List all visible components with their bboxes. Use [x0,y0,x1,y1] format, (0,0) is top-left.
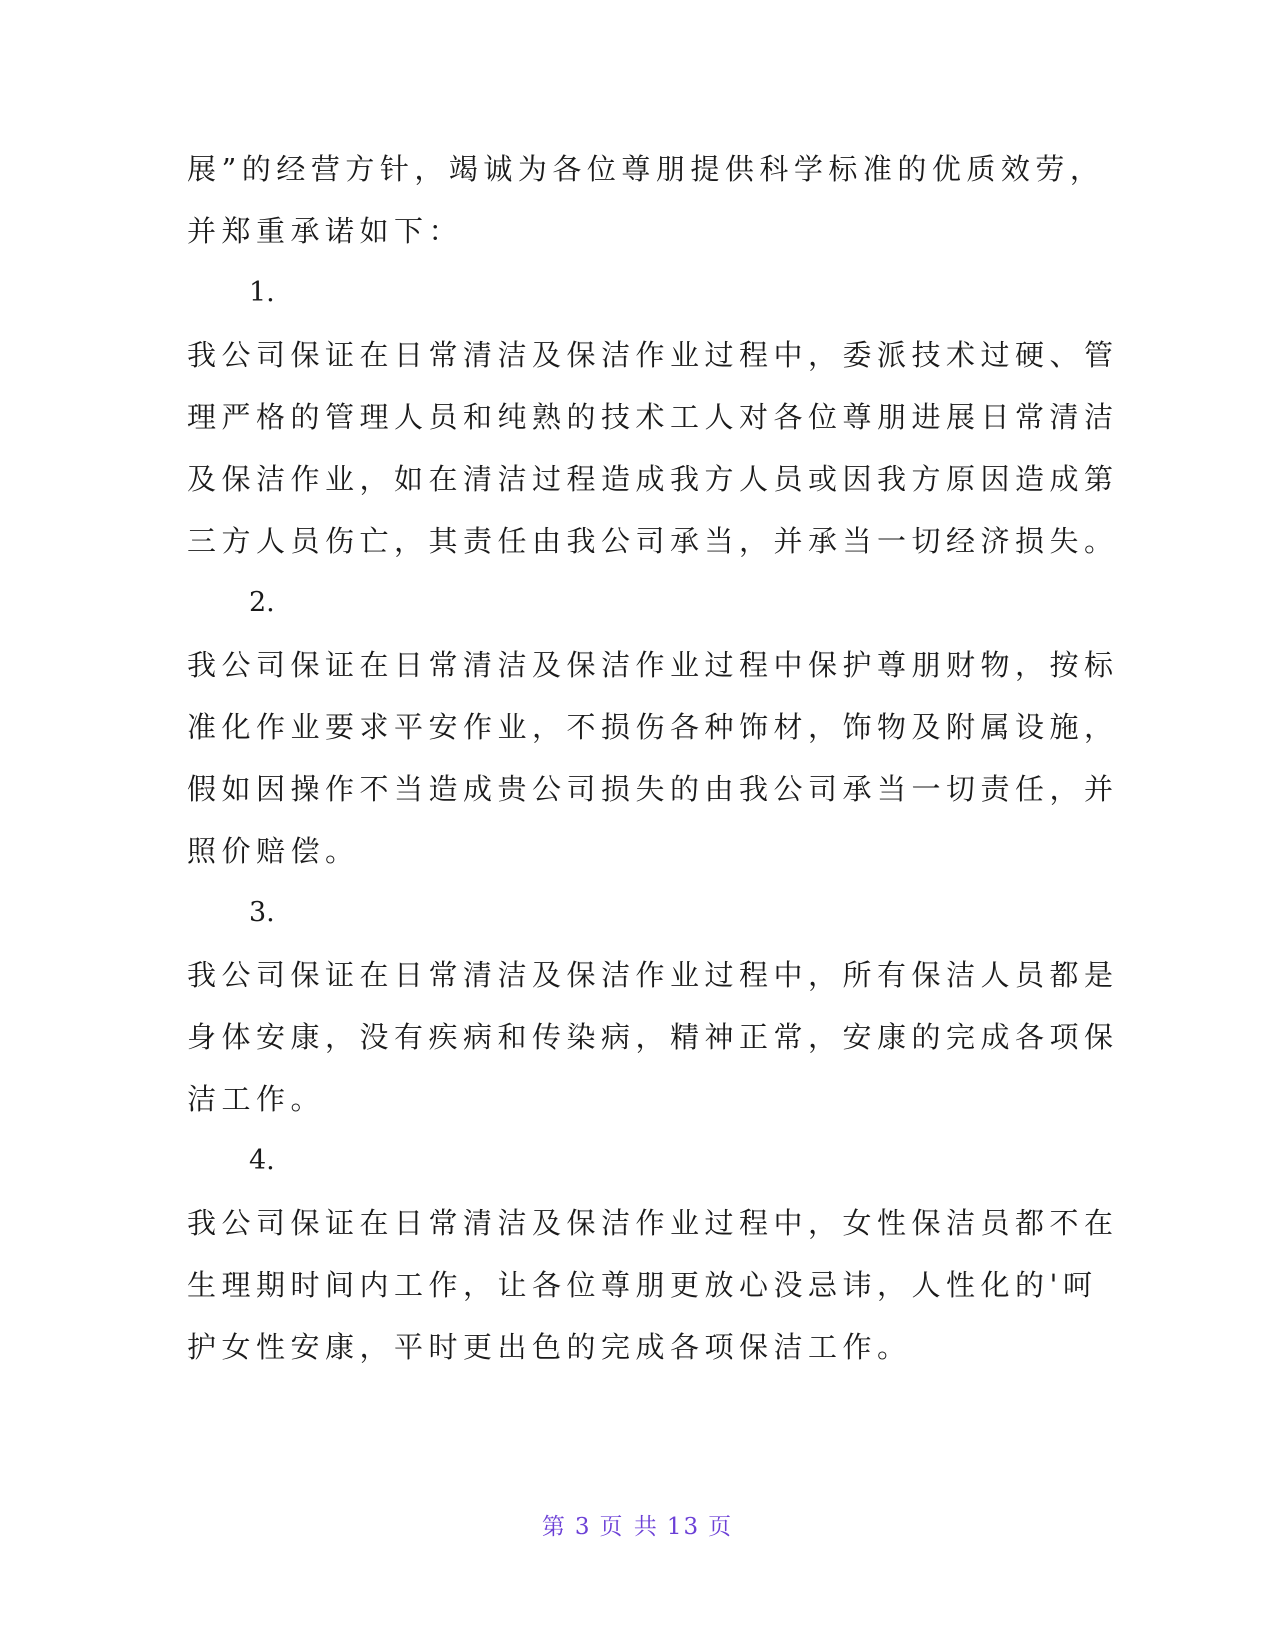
item-line: 我公司保证在日常清洁及保洁作业过程中，女性保洁员都不在 [187,1206,1119,1240]
intro-line: 展”的经营方针，竭诚为各位尊朋提供科学标准的优质效劳， [187,152,1105,186]
footer-middle: 页 共 [599,1514,659,1540]
document-body [187,138,1119,1378]
item-line: 及保洁作业，如在清洁过程造成我方人员或因我方原因造成第 [187,462,1119,496]
item-line: 照价赔偿。 [187,834,360,868]
item-number: 2. [249,587,275,618]
item-number: 3. [249,897,275,928]
item-line: 理严格的管理人员和纯熟的技术工人对各位尊朋进展日常清洁 [187,400,1119,434]
item-line: 准化作业要求平安作业，不损伤各种饰材，饰物及附属设施， [187,710,1119,744]
item-number: 4. [249,1145,275,1176]
item-number: 1. [249,277,275,308]
item-line: 假如因操作不当造成贵公司损失的由我公司承当一切责任，并 [187,772,1119,806]
item-line: 我公司保证在日常清洁及保洁作业过程中，委派技术过硬、管 [187,338,1119,372]
item-line: 洁工作。 [187,1082,326,1116]
item-line: 护女性安康，平时更出色的完成各项保洁工作。 [187,1330,912,1364]
intro-line: 并郑重承诺如下： [187,214,464,248]
item-line: 身体安康，没有疾病和传染病，精神正常，安康的完成各项保 [187,1020,1119,1054]
item-line: 三方人员伤亡，其责任由我公司承当，并承当一切经济损失。 [187,524,1119,558]
footer-suffix: 页 [708,1514,734,1540]
footer-current-page: 3 [574,1514,592,1540]
footer-total-pages: 13 [666,1514,701,1540]
footer-prefix: 第 [541,1514,567,1540]
item-line: 我公司保证在日常清洁及保洁作业过程中，所有保洁人员都是 [187,958,1119,992]
item-line: 生理期时间内工作，让各位尊朋更放心没忌讳，人性化的'呵 [187,1268,1098,1302]
page-footer [0,1508,1275,1541]
item-line: 我公司保证在日常清洁及保洁作业过程中保护尊朋财物，按标 [187,648,1119,682]
